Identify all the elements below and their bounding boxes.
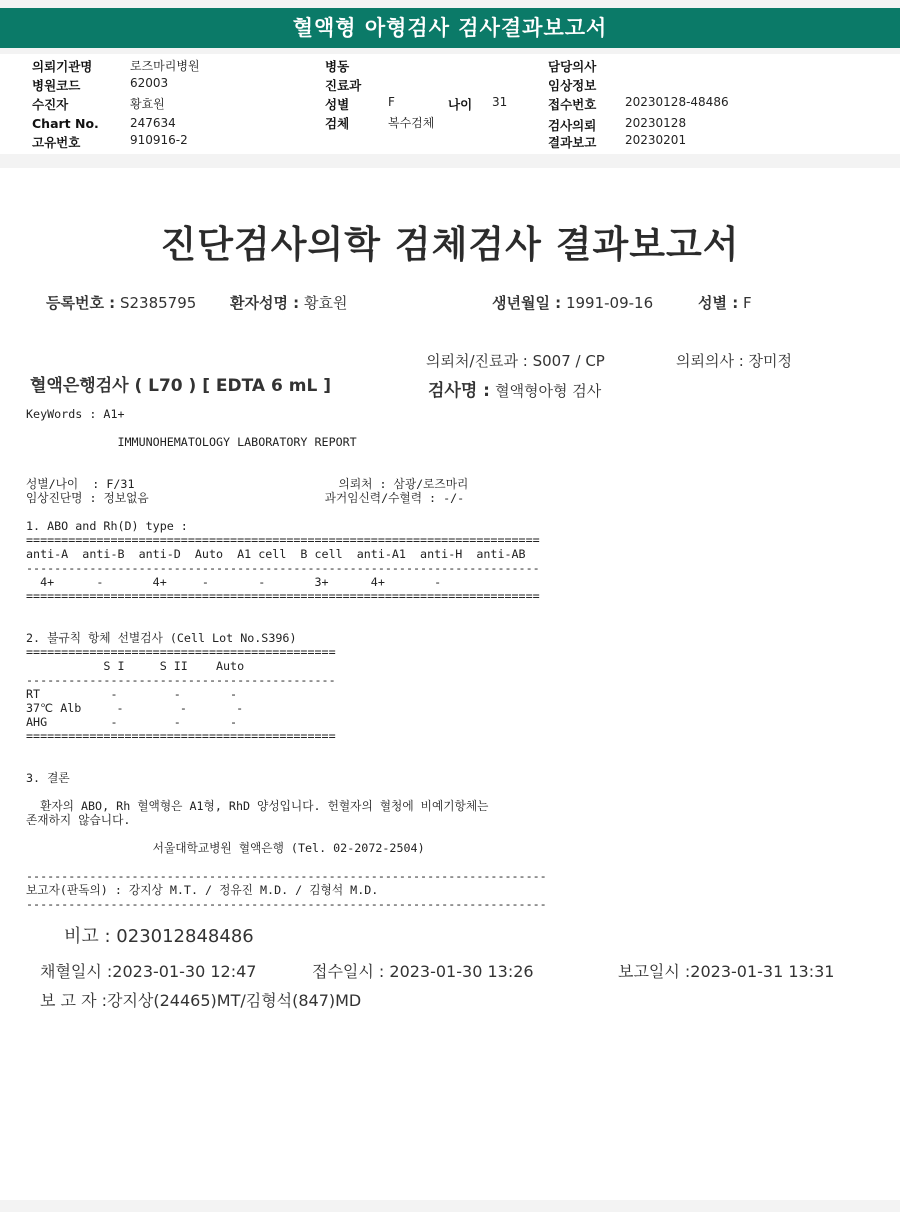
info-value: 복수검체 (388, 116, 435, 130)
patient-sex-label: 성별 : (698, 294, 739, 312)
patient-info-panel (0, 54, 900, 154)
referring-doctor: 의뢰의사 : 장미정 (676, 352, 793, 370)
info-label: Chart No. (32, 116, 99, 131)
info-label: 검사의뢰 (548, 118, 597, 133)
info-value: 황효원 (130, 97, 165, 111)
patient-name (230, 292, 347, 313)
lab-report-document (0, 168, 900, 1200)
patient-sex-value: F (742, 294, 752, 312)
info-label: 고유번호 (32, 135, 81, 150)
test-category-header: 혈액은행검사 ( L70 ) [ EDTA 6 mL ] (30, 376, 331, 396)
patient-sex (698, 292, 752, 313)
info-value: 31 (492, 95, 508, 109)
info-label: 검체 (325, 116, 350, 131)
note-value: 023012848486 (116, 926, 254, 947)
info-label: 병원코드 (32, 78, 81, 93)
patient-name-value: 황효원 (303, 294, 348, 312)
info-value: F (388, 95, 395, 109)
info-value: 로즈마리병원 (130, 59, 200, 73)
note-line (64, 922, 254, 948)
report-body-text: KeyWords : A1+ IMMUNOHEMATOLOGY LABORATORY REPORT 성별/나이 : F/31 의뢰처 : 삼광/로즈마리 임상진단명 : 정보없음 과거임신력/수혈력 : -/- 1. ABO and Rh(D) type : ========================================================================= anti-A anti-B anti-D Auto A1 cell B cell anti-A1 anti-H anti-AB ------------------------------------------------------------------------- 4+ - 4+ - - 3+ 4+ - ========================================================================= 2. 불규칙 항체 선별검사 (Cell Lot No.S396) ============================================ S I S II Auto -------------------------------------------- RT - - - 37℃ Alb - - - AHG - - - ============================================ 3. 결론 환자의 ABO, Rh 혈액형은 A1형, RhD 양성입니다. 헌혈자의 혈청에 비예기항체는 존재하지 않습니다. 서울대학교병원 혈액은행 (Tel. 02-2072-2504) -------------------------------------------------------------------------- 보고자(판독의) : 강지상 M.T. / 정유진 M.D. / 김형석 M.D. -------------------------------------------------------------------------- (26, 407, 547, 911)
info-label: 접수번호 (548, 97, 597, 112)
birth-date-label: 생년월일 : (492, 294, 562, 312)
info-label: 진료과 (325, 78, 362, 93)
info-value: 20230128-48486 (625, 95, 729, 109)
info-label: 나이 (448, 97, 473, 112)
registration-number (46, 292, 196, 313)
info-label: 의뢰기관명 (32, 59, 93, 74)
test-name-label: 검사명 : (428, 381, 490, 401)
received-datetime: 접수일시 : 2023-01-30 13:26 (312, 962, 534, 981)
info-value: 20230201 (625, 133, 687, 147)
info-label: 성별 (325, 97, 350, 112)
collected-datetime: 채혈일시 :2023-01-30 12:47 (40, 962, 257, 981)
info-label: 임상정보 (548, 78, 597, 93)
reported-datetime: 보고일시 :2023-01-31 13:31 (618, 962, 835, 981)
test-name-value: 혈액형아형 검사 (495, 382, 602, 400)
info-value: 20230128 (625, 116, 687, 130)
birth-date-value: 1991-09-16 (565, 294, 654, 312)
report-main-title: 진단검사의학 검체검사 결과보고서 (160, 223, 740, 266)
info-label: 병동 (325, 59, 350, 74)
info-label: 결과보고 (548, 135, 597, 150)
reporter-line: 보 고 자 :강지상(24465)MT/김형석(847)MD (40, 991, 362, 1010)
test-name (428, 376, 601, 401)
info-value: 247634 (130, 116, 176, 130)
registration-label: 등록번호 : (46, 294, 116, 312)
patient-name-label: 환자성명 : (230, 294, 300, 312)
info-value: 910916-2 (130, 133, 188, 147)
birth-date (492, 292, 653, 313)
info-label: 담당의사 (548, 59, 597, 74)
report-title-bar: 혈액형 아형검사 검사결과보고서 (0, 8, 900, 48)
registration-value: S2385795 (119, 294, 197, 312)
note-label: 비고 : (64, 926, 111, 947)
referring-dept: 의뢰처/진료과 : S007 / CP (426, 352, 605, 370)
info-label: 수진자 (32, 97, 69, 112)
info-value: 62003 (130, 76, 169, 90)
